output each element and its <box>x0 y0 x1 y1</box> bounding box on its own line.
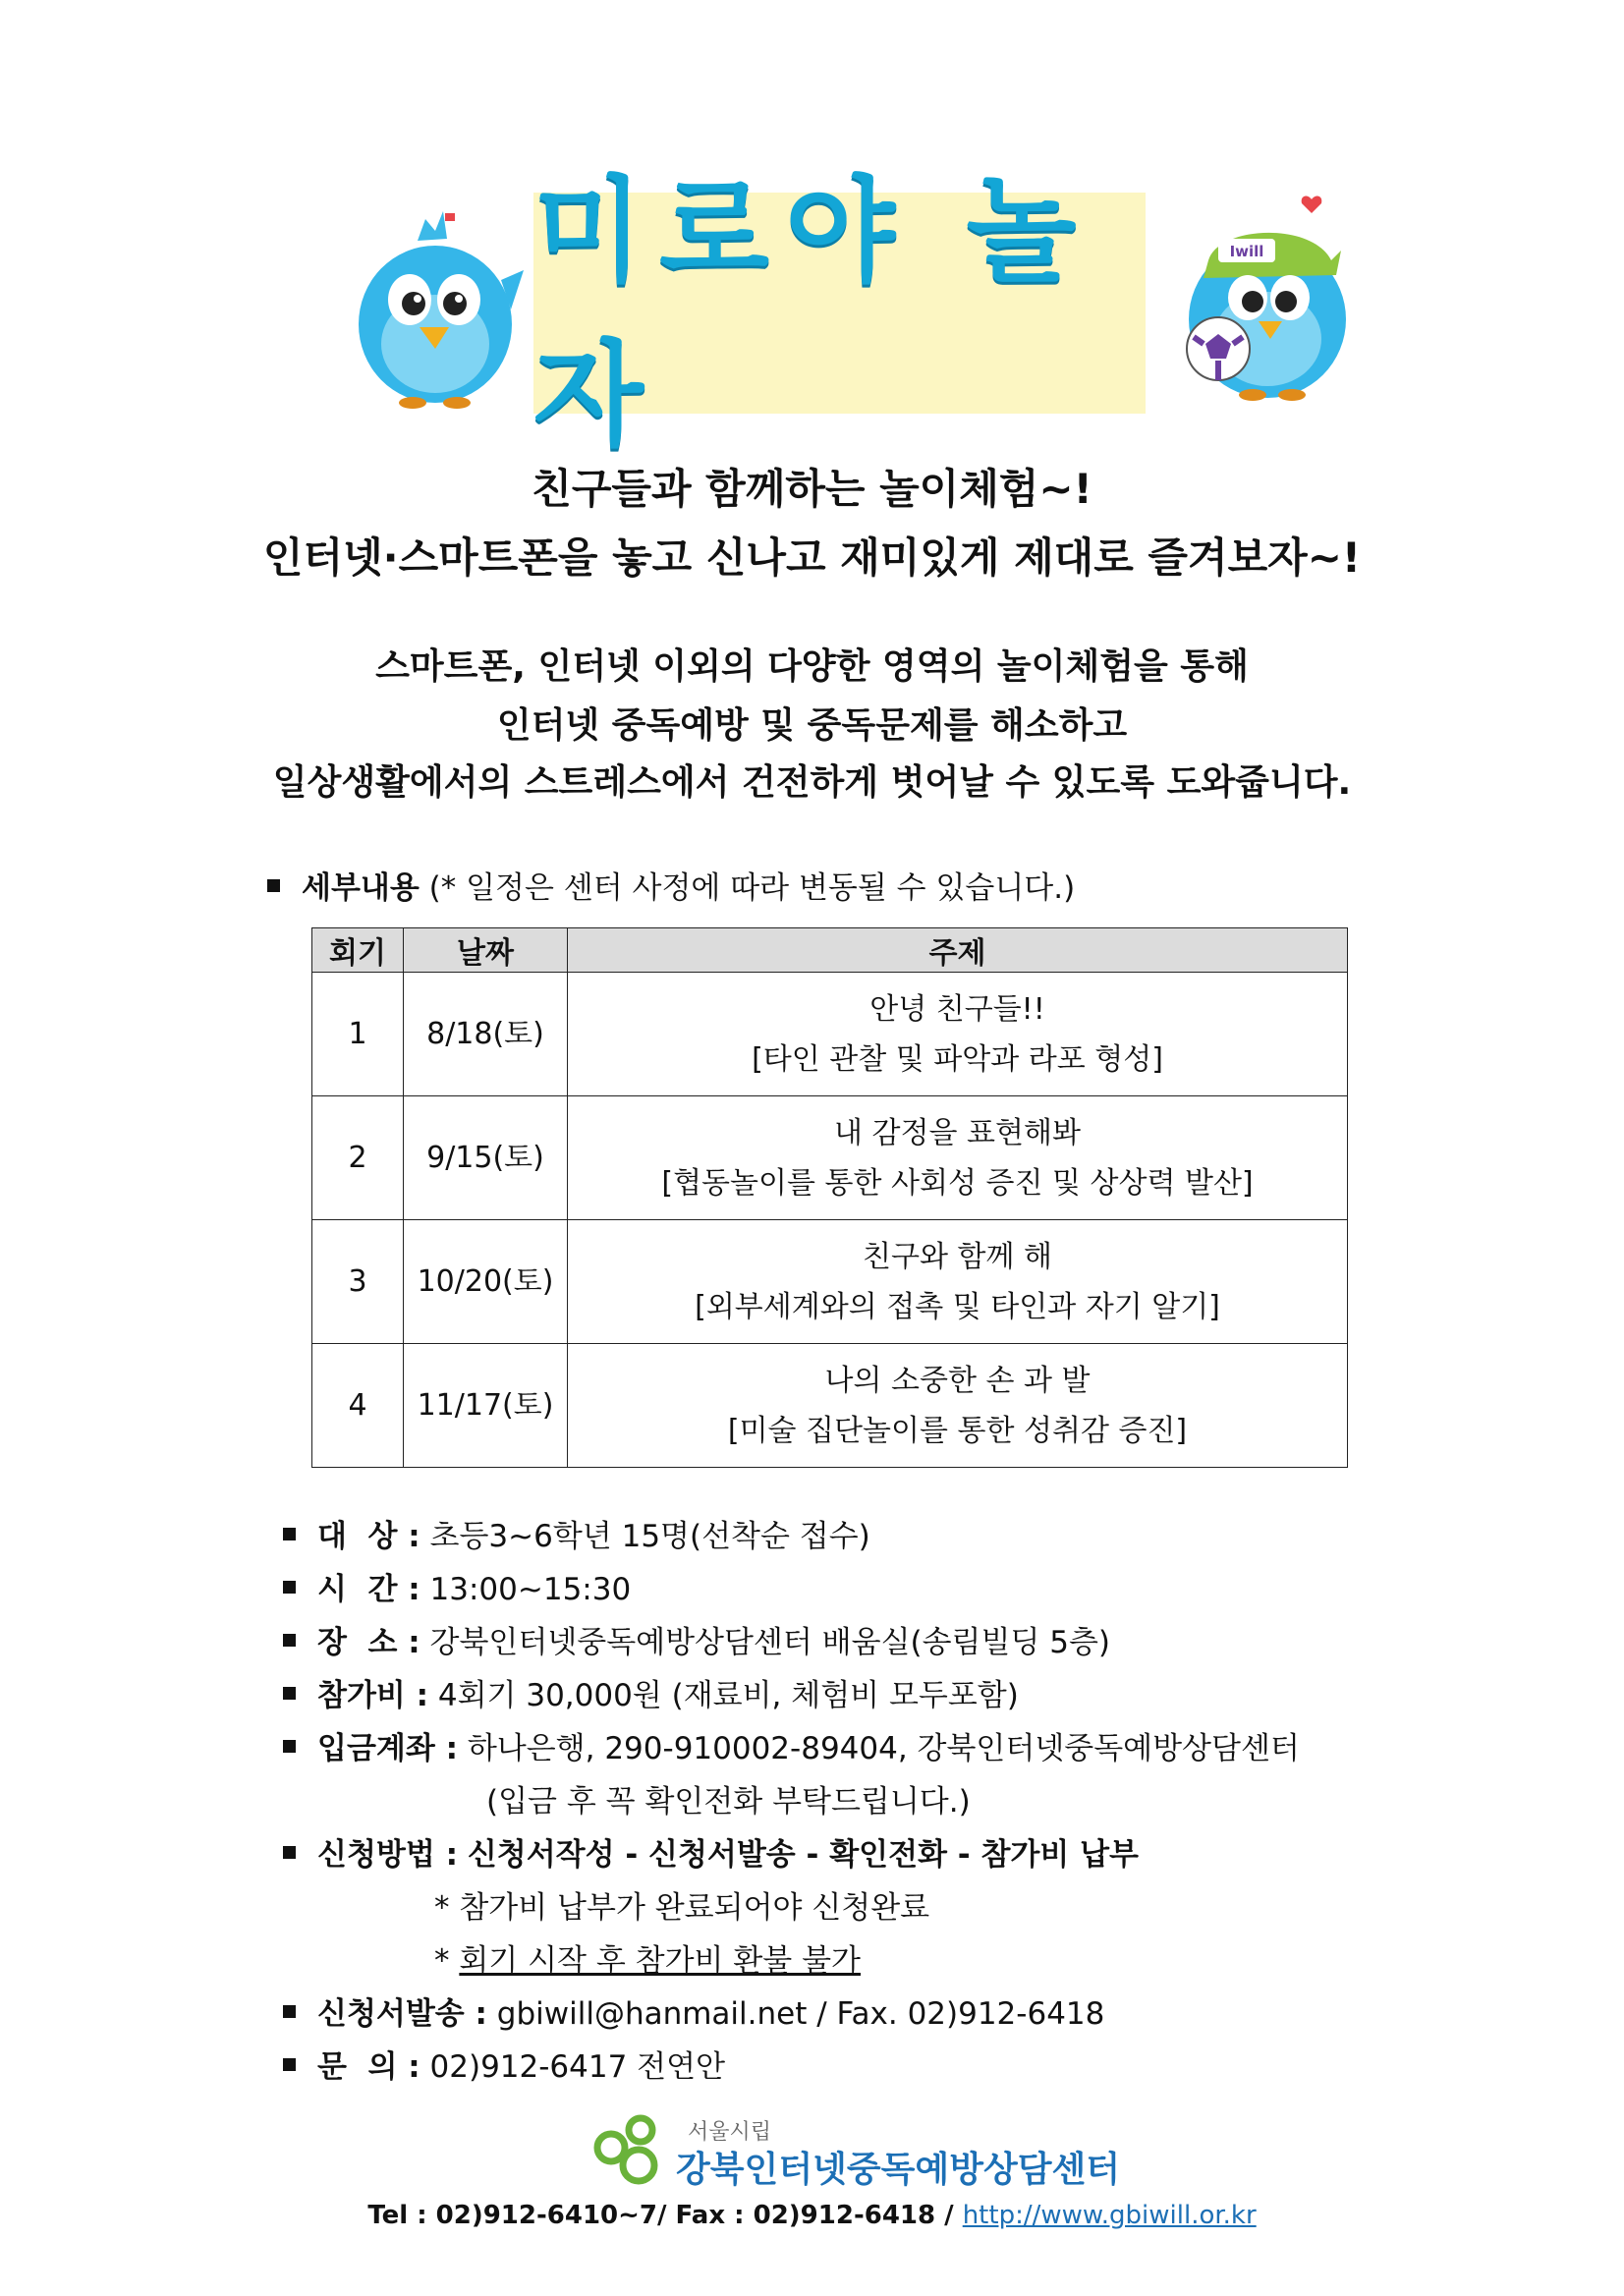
cell-topic <box>568 1096 1348 1220</box>
cell-date: 10/20(토) <box>404 1220 568 1344</box>
cell-session: 3 <box>312 1220 404 1344</box>
info-apply-note-2 <box>434 1935 861 1980</box>
cell-date: 11/17(토) <box>404 1344 568 1468</box>
info-apply-value: 신청서작성 - 신청서발송 - 확인전화 - 참가비 납부 <box>467 1837 1139 1873</box>
bullet-square-icon <box>283 1687 296 1700</box>
bullet-square-icon <box>283 2005 296 2018</box>
cell-topic <box>568 1220 1348 1344</box>
header-topic: 주제 <box>568 928 1348 973</box>
topic-title: 나의 소중한 손 과 발 <box>824 1363 1091 1398</box>
cap-text: Iwill <box>1229 243 1264 260</box>
footer-url-link[interactable]: http://www.gbiwill.or.kr <box>962 2201 1257 2230</box>
table-header-row <box>312 928 1348 973</box>
topic-desc: [미술 집단놀이를 통한 성취감 증진] <box>727 1413 1188 1448</box>
bullet-square-icon <box>283 2058 296 2071</box>
schedule-table <box>311 927 1348 1468</box>
info-send <box>283 1988 1104 2033</box>
logo-name: 강북인터넷중독예방상담센터 <box>676 2150 1121 2190</box>
info-send-label: 신청서발송 : <box>317 1996 487 2032</box>
heading-line-2: 인터넷·스마트폰을 놓고 신나고 재미있게 제대로 즐겨보자~! <box>262 533 1362 582</box>
info-target-value: 초등3~6학년 15명(선착순 접수) <box>429 1519 870 1554</box>
info-account <box>283 1723 1300 1767</box>
info-account-value: 하나은행, 290-910002-89404, 강북인터넷중독예방상담센터 <box>467 1731 1300 1766</box>
heading-line-1: 친구들과 함께하는 놀이체험~! <box>532 465 1092 513</box>
info-time-label: 시 간 : <box>317 1572 420 1607</box>
info-time-value: 13:00~15:30 <box>429 1572 632 1607</box>
bullet-square-icon <box>283 1634 296 1647</box>
topic-title: 친구와 함께 해 <box>863 1239 1052 1274</box>
info-target <box>283 1511 870 1555</box>
header-date: 날짜 <box>404 928 568 973</box>
details-label: 세부내용 <box>302 870 420 906</box>
details-heading <box>267 863 1075 907</box>
info-fee <box>283 1670 1019 1714</box>
details-note: (* 일정은 센터 사정에 따라 변동될 수 있습니다.) <box>428 870 1076 906</box>
info-place <box>283 1617 1110 1661</box>
cell-date: 9/15(토) <box>404 1096 568 1220</box>
info-contact-value: 02)912-6417 전연안 <box>429 2049 726 2085</box>
info-apply-note-1: * 참가비 납부가 완료되어야 신청완료 <box>434 1890 930 1926</box>
bird-mascot-left-icon <box>349 201 526 413</box>
cell-topic <box>568 1344 1348 1468</box>
cell-session: 1 <box>312 973 404 1096</box>
table-row <box>312 1344 1348 1468</box>
header-session: 회기 <box>312 928 404 973</box>
topic-title: 안녕 친구들!! <box>869 991 1045 1027</box>
info-send-value: gbiwill@hanmail.net / Fax. 02)912-6418 <box>496 1996 1105 2032</box>
center-logo-icon <box>589 2110 668 2189</box>
topic-title: 내 감정을 표현해봐 <box>834 1115 1081 1150</box>
table-row <box>312 973 1348 1096</box>
bullet-square-icon <box>267 879 280 892</box>
footer-contact <box>0 2201 1624 2230</box>
title-banner <box>533 164 1146 462</box>
info-contact <box>283 2042 725 2086</box>
topic-desc: [외부세계와의 접촉 및 타인과 자기 알기] <box>695 1289 1220 1324</box>
info-place-label: 장 소 : <box>317 1625 420 1660</box>
info-apply-note-2-star: * <box>434 1943 460 1979</box>
topic-desc: [협동놀이를 통한 사회성 증진 및 상상력 발산] <box>661 1165 1254 1201</box>
table-row <box>312 1096 1348 1220</box>
info-apply <box>283 1829 1139 1874</box>
info-apply-note-2-text: 회기 시작 후 참가비 환불 불가 <box>459 1943 861 1979</box>
info-account-label: 입금계좌 : <box>317 1731 458 1766</box>
cell-session: 2 <box>312 1096 404 1220</box>
intro-line-3: 일상생활에서의 스트레스에서 건전하게 벗어날 수 있도록 도와줍니다. <box>272 762 1352 803</box>
bullet-square-icon <box>283 1740 296 1753</box>
footer-tel: Tel : 02)912-6410~7/ Fax : 02)912-6418 / <box>367 2201 963 2230</box>
bullet-square-icon <box>283 1846 296 1859</box>
bullet-square-icon <box>283 1528 296 1540</box>
info-fee-value: 4회기 30,000원 (재료비, 체험비 모두포함) <box>437 1678 1019 1713</box>
info-account-note: (입금 후 꼭 확인전화 부탁드립니다.) <box>486 1784 971 1820</box>
bird-mascot-right-icon <box>1174 192 1361 403</box>
topic-desc: [타인 관찰 및 파악과 라포 형성] <box>752 1041 1163 1077</box>
cell-date: 8/18(토) <box>404 973 568 1096</box>
cell-session: 4 <box>312 1344 404 1468</box>
cell-topic <box>568 973 1348 1096</box>
info-contact-label: 문 의 : <box>317 2049 420 2085</box>
intro-line-1: 스마트폰, 인터넷 이외의 다양한 영역의 놀이체험을 통해 <box>375 646 1249 687</box>
table-row <box>312 1220 1348 1344</box>
bullet-square-icon <box>283 1581 296 1594</box>
info-fee-label: 참가비 : <box>317 1678 429 1713</box>
logo-subtitle: 서울시립 <box>688 2120 772 2145</box>
info-apply-label: 신청방법 : <box>317 1837 458 1873</box>
info-time <box>283 1564 631 1608</box>
intro-line-2: 인터넷 중독예방 및 중독문제를 해소하고 <box>496 705 1128 746</box>
banner-title: 미로야 놀자 <box>533 164 1092 462</box>
info-place-value: 강북인터넷중독예방상담센터 배움실(송림빌딩 5층) <box>429 1625 1111 1660</box>
info-target-label: 대 상 : <box>317 1519 420 1554</box>
